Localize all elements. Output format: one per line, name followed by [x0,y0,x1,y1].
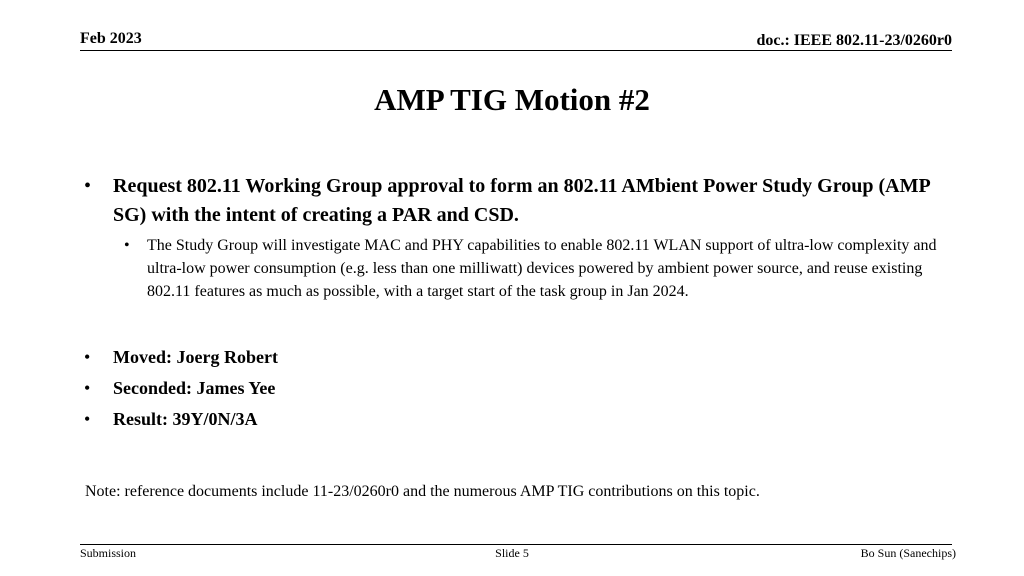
bullet-glyph: • [84,378,91,398]
header-divider [80,50,952,51]
footer-author: Bo Sun (Sanechips) [860,546,956,560]
sub-bullet-study-group [80,234,950,303]
bullet-moved [80,342,950,373]
bullet-glyph: • [84,175,92,197]
reference-note: Note: reference documents include 11-23/0260r0 and the numerous AMP TIG contributions on this topic. [85,483,760,500]
seconded-text: Seconded: James Yee [113,378,276,398]
slide-title: AMP TIG Motion #2 [374,82,650,117]
header-doc-id: doc.: IEEE 802.11-23/0260r0 [756,32,952,49]
footer-submission: Submission [80,546,137,560]
sub-bullet-text: The Study Group will investigate MAC and PHY capabilities to enable 802.11 WLAN support of ultra-low complexity and ultra-low power consumption (e.g. less than one milliwatt) devices powered by ambient power source, and reuse existing 802.11 features as much as possible, with a target start of the task group in Jan 2024. [147,237,937,300]
moved-text: Moved: Joerg Robert [113,347,278,367]
bullet-request [80,172,950,230]
slide-body [80,172,950,435]
bullet-glyph: • [84,347,91,367]
result-text: Result: 39Y/0N/3A [113,409,258,429]
bullet-glyph: • [124,237,130,254]
bullet-request-text: Request 802.11 Working Group approval to form an 802.11 AMbient Power Study Group (AMP SG) with the intent of creating a PAR and CSD. [113,175,930,226]
footer-divider [80,544,952,545]
bullet-result [80,404,950,435]
header-date: Feb 2023 [80,30,142,47]
footer-slide-number: Slide 5 [495,546,529,560]
bullet-seconded [80,373,950,404]
bullet-glyph: • [84,409,91,429]
